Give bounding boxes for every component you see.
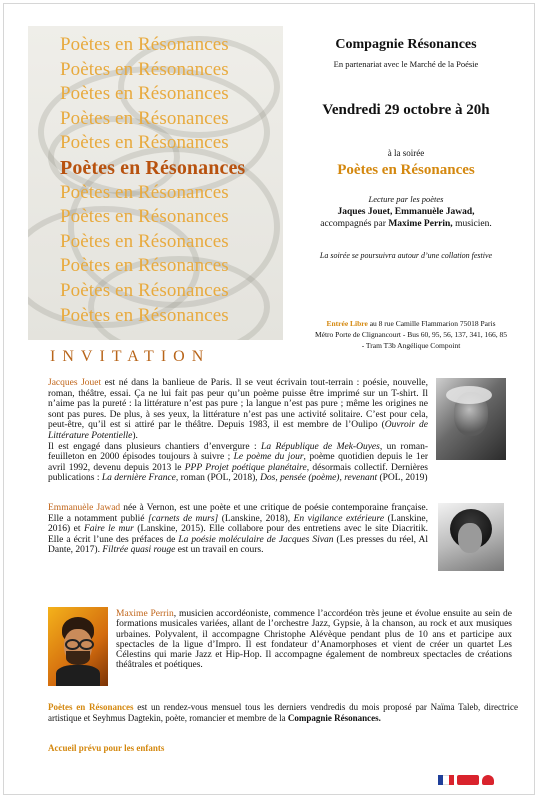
poster-title-line: Poètes en Résonances [60, 230, 229, 252]
photo-maxime-perrin [48, 607, 108, 686]
collation-note: La soirée se poursuivra autour d’une collation festive [319, 251, 493, 260]
footer-company: Compagnie Résonances. [287, 713, 381, 723]
poster-title-line: Poètes en Résonances [60, 206, 229, 228]
address-line3: - Tram T3b Angélique Compoint [361, 341, 461, 350]
bio-maxime-perrin: Maxime Perrin, musicien accordéoniste, commence l’accordéon très jeune et évolue ensuite au sein de formations musicales variées, allant de l’orchestre Jazz, Gypsie, à la chanson, au rock et aux musiques urbaines. Polyvalent, il accompagne Christophe Alévèque pendant plus de 10 ans et participe aux spectacles de la ligue d’Impro. Il est fondateur d’Anamorphoses et vient de créer un quartet Les Célestins qui marie Jazz et Hip-Hop. Il accompagne également de nombreux spectacles de créations théâtrales et poétiques. [116, 609, 512, 671]
bio-name: Emmanuèle Jawad [48, 503, 121, 513]
a-la-soiree: à la soirée [387, 148, 425, 158]
poster-title-line: Poètes en Résonances [60, 34, 229, 55]
france-flag-logo [438, 775, 454, 785]
accompanied-suffix: musicien. [455, 219, 492, 229]
entry-libre: Entrée Libre [326, 319, 368, 328]
bio-emmanuele-jawad: Emmanuèle Jawad née à Vernon, est une poète et une critique de poésie contemporaine française. Elle a notamment publié [carnets de murs] (Lanskine, 2018), En vigilance extérieure (Lanskine, 2016) et Faire le mur (Lanskine, 2015). Elle collabore pour des entretiens avec le site Diacritik. Elle a écrit l’une des préfaces de La poésie moléculaire de Jacques Sivan (Les presses du réel, Al Dante, 2017). Filtrée quasi rouge est un travail en cours. [48, 503, 429, 556]
bio-jacques-jouet: Jacques Jouet est né dans la banlieue de Paris. Il se veut écrivain tout-terrain : poésie, nouvelle, roman, théâtre, essai. Ça ne lui fait pas peur qu’un poème puisse être imprimé sur un T-shirt. Il n’aime pas la pureté : la littérature n’est pas pure ; la langue n’est pas pure ; même les origines ne sont pas pures. De plus, à ses yeux, la littérature n’est pas une activité solitaire. C’est pour cela, peut-être, qu’il est si attiré par le théâtre. Depuis 1983, il est membre de l’Oulipo (Ouvroir de Littérature Potentielle). Il est engagé dans plusieurs chantiers d’envergure : La République de Mek-Ouyes, un roman-feuilleton en 2000 épisodes toujours à suivre ; Le poème du jour, poème quotidien depuis le 1er avril 1992, devenu depuis 2013 le PPP Projet poétique planétaire, désormais collectif. Dernières publications : La dernière France, roman (POL, 2018), Dos, pensée (poème), revenant (POL, 2019) [48, 378, 428, 484]
poster-title-line: Poètes en Résonances [60, 83, 229, 105]
event-date: Vendredi 29 octobre à 20h [322, 102, 490, 118]
poets-names: Jaques Jouet, Emmanuèle Jawad, [337, 207, 475, 217]
poster-title-line: Poètes en Résonances [60, 157, 246, 179]
musician-name: Maxime Perrin, [388, 219, 453, 229]
poster-title-line: Poètes en Résonances [60, 255, 229, 277]
footer-description: Poètes en Résonances est un rendez-vous mensuel tous les derniers vendredis du mois proposé par Naïma Taleb, directrice artistique et Seyhmus Dagtekin, poète, romancier et membre de la Compagnie Résonances. [48, 702, 518, 723]
paris-logo [482, 775, 494, 785]
accompanied-prefix: accompagnés par [320, 219, 386, 229]
accompanied-line [286, 219, 526, 229]
address-block [296, 318, 526, 351]
lecture-intro: Lecture par les poètes [368, 194, 444, 204]
poster-title-line: Poètes en Résonances [60, 132, 229, 154]
invitation-heading: INVITATION [50, 348, 211, 365]
poster-title-line: Poètes en Résonances [60, 304, 229, 326]
poster-title-line: Poètes en Résonances [60, 280, 229, 301]
poster-title-line: Poètes en Résonances [60, 58, 229, 80]
bio-name: Maxime Perrin [116, 609, 174, 619]
footer-event-name: Poètes en Résonances [48, 702, 134, 712]
accueil-enfants: Accueil prévu pour les enfants [48, 743, 165, 753]
company-name: Compagnie Résonances [335, 37, 477, 52]
event-title: Poètes en Résonances [337, 162, 475, 178]
photo-emmanuele-jawad [438, 503, 504, 571]
partner-logos [438, 774, 508, 786]
bio-name: Jacques Jouet [48, 378, 102, 388]
address-line1: au 8 rue Camille Flammarion 75018 Paris [367, 319, 496, 328]
photo-jacques-jouet [436, 378, 506, 460]
poster-title-line: Poètes en Résonances [60, 181, 229, 203]
address-line2: Métro Porte de Clignancourt - Bus 60, 95, 56, 137, 341, 166, 85 [314, 330, 508, 339]
poster-title-line: Poètes en Résonances [60, 107, 229, 129]
partnership-line: En partenariat avec le Marché de la Poésie [333, 59, 479, 69]
poster-artwork [28, 26, 283, 340]
region-logo [457, 775, 479, 785]
